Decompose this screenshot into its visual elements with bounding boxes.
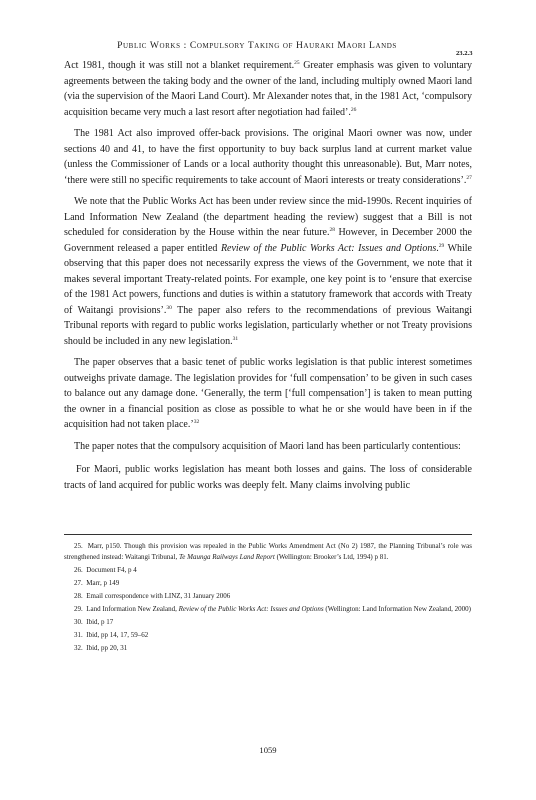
footnote-31: 31. Ibid, pp 14, 17, 59–62 — [74, 631, 149, 639]
footnote-25-text-a: 25. Marr, p150. Though this provision was repealed in the Public Works Amendment Act (No 2) 1987, the Planning Tribunal’s role was strengthened instead: Waitangi Tribunal, — [64, 542, 472, 561]
section-number: 23.2.3 — [456, 50, 473, 57]
footnote-ref-32: 32 — [193, 419, 200, 425]
footnote-27: 27. Marr, p 149 — [74, 579, 120, 587]
footnote-32: 32. Ibid, pp 20, 31 — [74, 644, 128, 652]
footnote-25-title: Te Maunga Railways Land Report — [179, 553, 275, 561]
running-head: Public Works : Compulsory Taking of Hauraki Maori Lands — [117, 40, 397, 51]
footnote-ref-28: 28 — [329, 227, 336, 233]
footnote-28: 28. Email correspondence with LINZ, 31 January 2006 — [74, 592, 231, 600]
footnote-ref-30: 30 — [166, 304, 172, 311]
paragraph-1 — [64, 58, 472, 120]
paragraph-3 — [64, 194, 472, 349]
paragraph-2 — [64, 126, 472, 188]
body-text — [64, 58, 472, 499]
paragraph-1-text-b: Greater emphasis was given to voluntary agreements between the taking body and the owner of the land, including multiply owned Maori land (via the supervision of the Maori Land Court). Mr Alexander notes that, in the 1981 Act, ‘compulsory acquisition became very much a last resort after negotiation had failed’. — [64, 60, 472, 118]
paragraph-3-text-a: We note that the Public Works Act has been under review since the mid-1990s. Recent inquiries of Land Information New Zealand (the department heading the review) suggest that a Bill is not scheduled for consideration by the House within the near future. — [64, 196, 472, 238]
paragraph-3-text-d: While observing that this paper does not necessarily express the views of the Government, we note that it makes several important Treaty-related points. For example, one key point is to ‘ensure that exercise of the 1981 Act powers, functions and duties is within a statutory framework that accords with Treaty of Waitangi provisions’. — [64, 242, 472, 316]
footnote-divider — [64, 534, 472, 535]
paragraph-4-text: The paper observes that a basic tenet of public works legislation is that public interest sometimes outweighs private damage. The legislation provides for ‘full compensation’ to be given in such cases to balance out any damage done. ‘Generally, the term [‘full compensation’] is taken to mean putting the owner in a financial position as close as possible to what he or she would have been in if the acquisition had not taken place.’ — [64, 357, 472, 430]
footnote-29-text-b: (Wellington: Land Information New Zealand, 2000) — [323, 605, 471, 613]
footnote-30: 30. Ibid, p 17 — [74, 618, 114, 626]
footnote-ref-26: 26 — [350, 106, 357, 113]
paragraph-3-title: Review of the Public Works Act: Issues and Options — [220, 242, 437, 254]
paragraph-3-text-c: . — [436, 242, 439, 254]
footnote-ref-29: 29 — [438, 242, 445, 249]
footnote-ref-31: 31 — [232, 335, 239, 342]
footnote-29 — [64, 604, 472, 615]
footnote-29-title: Review of the Public Works Act: Issues and Options — [178, 605, 324, 613]
page-number: 1059 — [259, 745, 277, 755]
footnote-26: 26. Document F4, p 4 — [74, 566, 137, 574]
footnote-ref-25: 25 — [294, 60, 300, 66]
paragraph-2-text: The 1981 Act also improved offer-back provisions. The original Maori owner was now, under sections 40 and 41, to have the first opportunity to buy back surplus land at current market value (unless the Commissioner of Lands or a local authority thought this unreasonable). But, Marr notes, ‘there were still no specific requirements to take account of Maori interests or treaty considerations’. — [64, 128, 472, 186]
block-quote: For Maori, public works legislation has meant both losses and gains. The loss of considerable tracts of land acquired for public works was deeply felt. Many claims involving public — [64, 464, 472, 491]
paragraph-3-text-b: However, in December 2000 the Government released a paper entitled — [64, 227, 472, 254]
paragraph-5: The paper notes that the compulsory acquisition of Maori land has been particularly contentious: — [74, 440, 461, 452]
footnote-25-text-b: (Wellington: Brooker’s Ltd, 1994) p 81. — [274, 553, 389, 561]
footnotes — [64, 541, 472, 656]
paragraph-1-text-a: Act 1981, though it was still not a blanket requirement. — [64, 60, 295, 71]
footnote-29-text-a: 29. Land Information New Zealand, — [74, 605, 179, 613]
paragraph-4 — [64, 355, 472, 433]
footnote-ref-27: 27 — [466, 174, 472, 181]
footnote-25 — [64, 541, 472, 563]
paragraph-3-text-e: The paper also refers to the recommendations of previous Waitangi Tribunal reports with regard to public works legislation, particularly whether or not Treaty provisions should be included in any new legislation. — [64, 304, 472, 347]
